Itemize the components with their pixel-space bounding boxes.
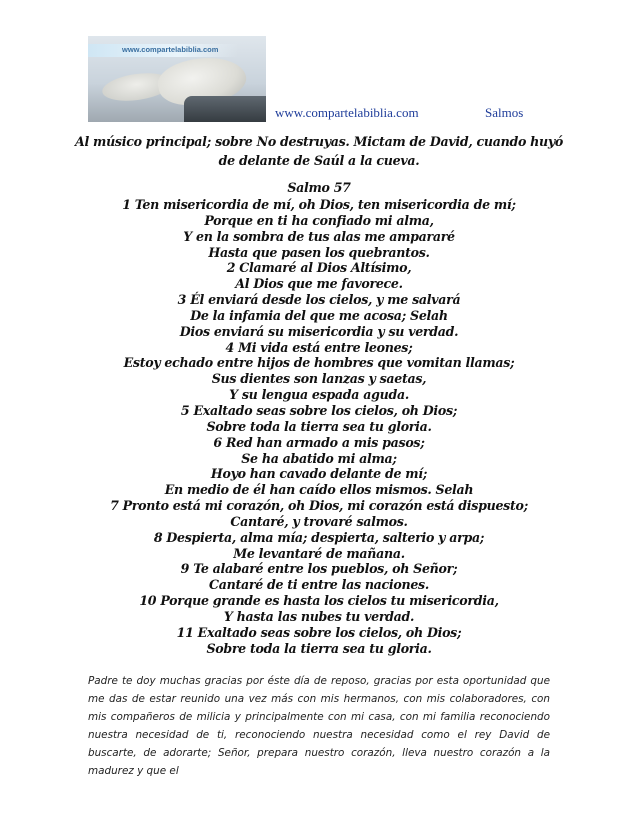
image-banner — [88, 44, 238, 57]
psalm-verse-line: Dios enviará su misericordia y su verdad. — [179, 323, 459, 339]
psalm-verse-line: 11 Exaltado seas sobre los cielos, oh Dios; — [176, 624, 462, 640]
psalm-verse-line: Hoyo han cavado delante de mí; — [210, 466, 428, 482]
psalm-verse-line: Cantaré de ti entre las naciones. — [209, 577, 429, 593]
section-link-salmos[interactable]: Salmos — [485, 105, 524, 120]
psalm-verse-line: 1 Ten misericordia de mí, oh Dios, ten misericordia de mí; — [122, 197, 516, 212]
psalm-verse-line: 6 Red han armado a mis pasos; — [213, 434, 425, 450]
psalm-verse-line: 3 Él enviará desde los cielos, y me salvará — [177, 292, 461, 308]
psalm-verse-line: 8 Despierta, alma mía; despierta, salterio y arpa; — [153, 529, 485, 545]
header-image — [88, 36, 266, 122]
psalm-verse-line: Y hasta las nubes tu verdad. — [223, 608, 415, 624]
psalm-verse-line: Sobre toda la tierra sea tu gloria. — [206, 418, 432, 434]
phone-shape — [184, 96, 266, 122]
image-banner-text: www.compartelabiblia.com — [122, 45, 219, 54]
psalm-text — [60, 132, 578, 656]
psalm-verse-line: Cantaré, y trovaré salmos. — [230, 513, 408, 529]
psalm-title: Salmo 57 — [287, 180, 351, 195]
psalm-verse-line: Al Dios que me favorece. — [235, 276, 403, 292]
psalm-verse-line: Hasta que pasen los quebrantos. — [208, 244, 430, 260]
psalm-verse-line: 4 Mi vida está entre leones; — [225, 339, 413, 355]
psalm-heading — [60, 132, 578, 170]
psalm-verse-line: 5 Exaltado seas sobre los cielos, oh Dios; — [180, 402, 458, 418]
psalm-verse-line: Sus dientes son lanzas y saetas, — [211, 371, 427, 387]
psalm-verse-line: Sobre toda la tierra sea tu gloria. — [206, 640, 432, 656]
psalm-verse-line: En medio de él han caído ellos mismos. Selah — [164, 482, 474, 498]
psalm-verse-line: Estoy echado entre hijos de hombres que vomitan llamas; — [123, 355, 515, 371]
psalm-verse-line: 7 Pronto está mi corazón, oh Dios, mi corazón está dispuesto; — [110, 498, 528, 514]
psalm-verse-line: Se ha abatido mi alma; — [241, 450, 397, 466]
psalm-verse-line: Y en la sombra de tus alas me ampararé — [183, 228, 455, 244]
psalm-verse-line: De la infamia del que me acosa; Selah — [190, 307, 448, 323]
psalm-heading-line: de delante de Saúl a la cueva. — [218, 153, 420, 168]
psalm-verse-line: 10 Porque grande es hasta los cielos tu misericordia, — [139, 593, 499, 609]
psalm-verse-line: Me levantaré de mañana. — [233, 545, 405, 561]
psalm-heading-line: Al músico principal; sobre No destruyas. Mictam de David, cuando huyó — [75, 134, 563, 149]
psalm-verse-line: 9 Te alabaré entre los pueblos, oh Señor; — [180, 561, 458, 577]
psalm-verse-line: 2 Clamaré al Dios Altísimo, — [226, 260, 412, 276]
psalm-verse-line: Y su lengua espada aguda. — [229, 387, 409, 403]
psalm-verse-line: Porque en ti ha confiado mi alma, — [204, 212, 434, 228]
prayer-paragraph: Padre te doy muchas gracias por éste día de reposo, gracias por esta oportunidad que me das de estar reunido una vez más con mis hermanos, con mis colaboradores, con mis compañeros de milicia y principalmente con mi casa, con mi familia reconociendo nuestra necesidad de ti, reconociendo nuestra necesidad como el rey David de buscarte, de adorarte; Señor, prepara nuestro corazón, lleva nuestro corazón a la madurez y que el — [88, 675, 550, 778]
site-link[interactable]: www.compartelabiblia.com — [275, 105, 419, 120]
